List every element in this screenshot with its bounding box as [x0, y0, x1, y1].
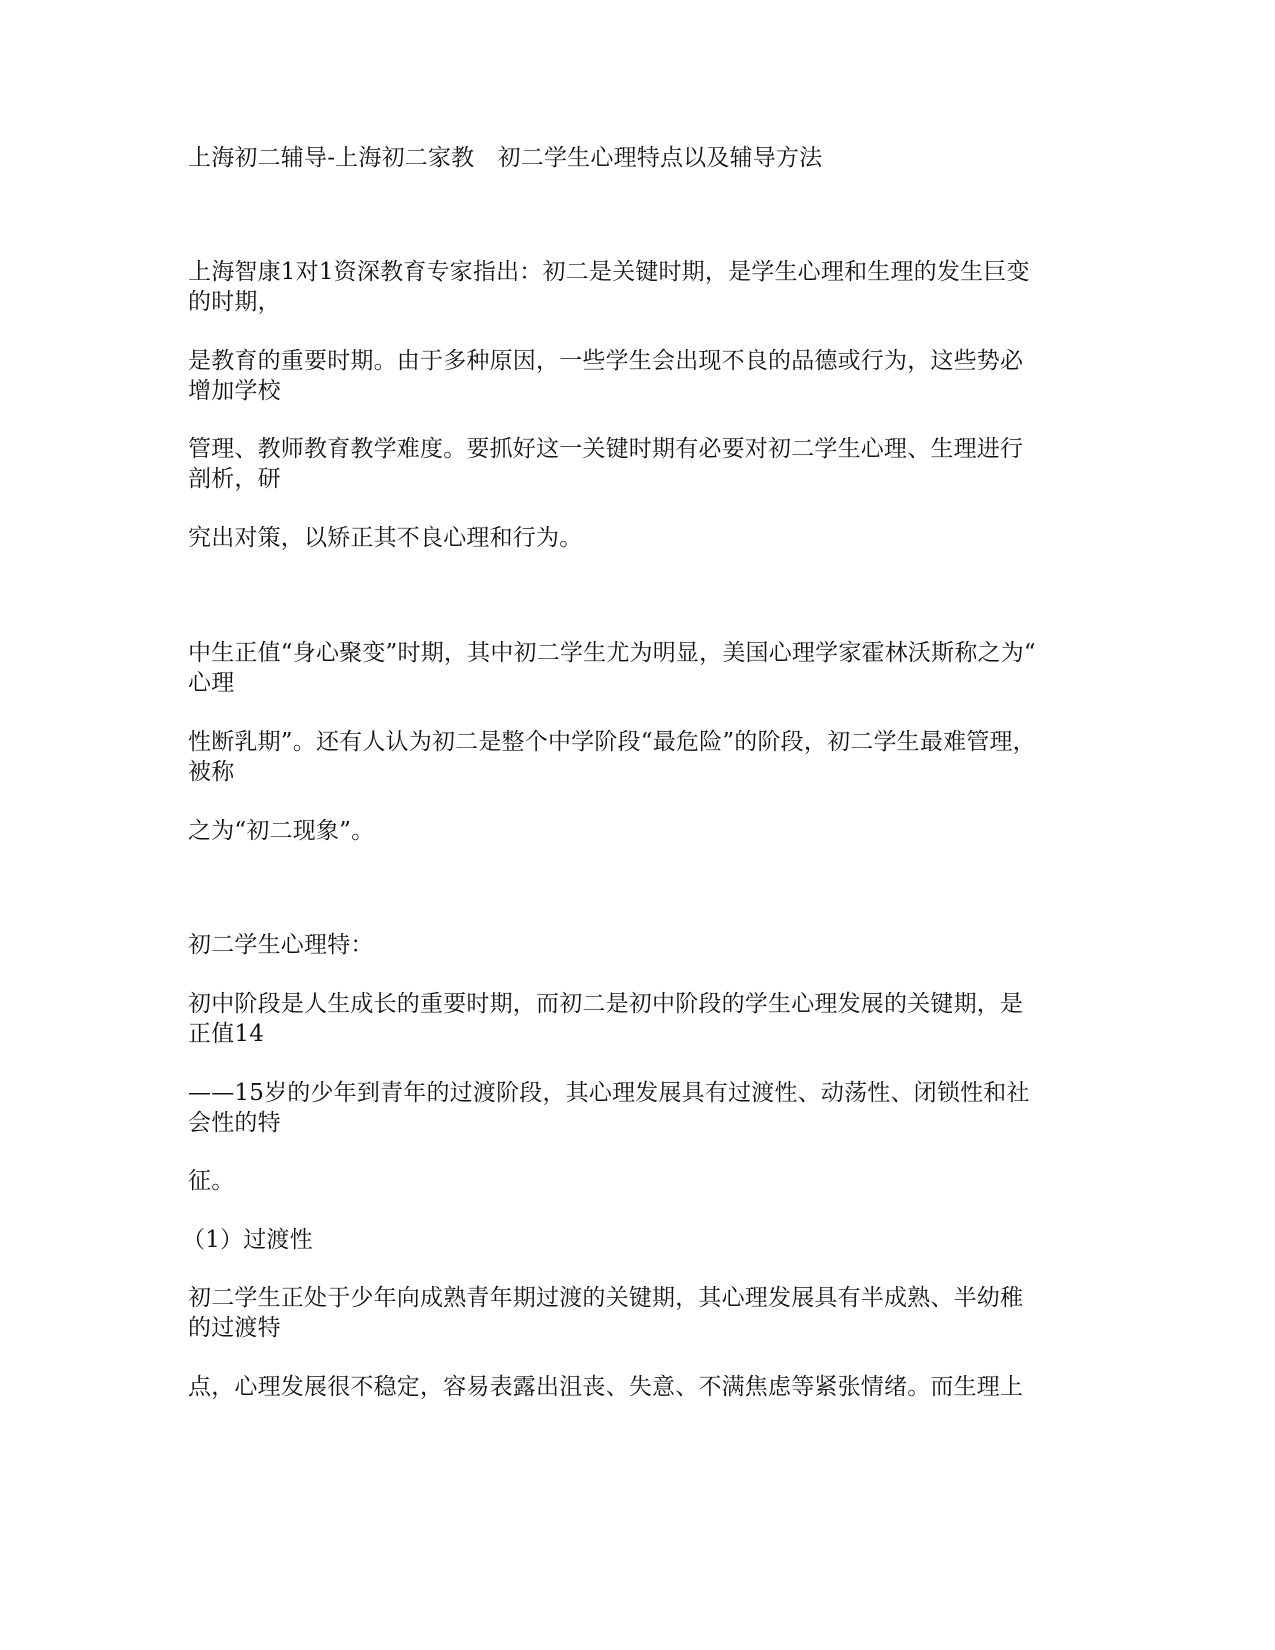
paragraph-line: 管理、教师教育教学难度。要抓好这一关键时期有必要对初二学生心理、生理进行 [188, 436, 1024, 462]
paragraph-line: 增加学校 [188, 378, 281, 404]
paragraph-line: 究出对策，以矫正其不良心理和行为。 [188, 525, 583, 551]
paragraph-line: 征。 [188, 1168, 235, 1194]
paragraph-line: 点，心理发展很不稳定，容易表露出沮丧、失意、不满焦虑等紧张情绪。而生理上 [188, 1374, 1024, 1400]
paragraph-line: 是教育的重要时期。由于多种原因，一些学生会出现不良的品德或行为，这些势必 [188, 348, 1024, 374]
section-heading: 初二学生心理特： [188, 932, 374, 958]
paragraph-line: 的过渡特 [188, 1315, 281, 1341]
paragraph-line: 剖析，研 [188, 466, 281, 492]
paragraph-line: 正值14 [188, 1021, 265, 1047]
paragraph-line: 心理 [188, 670, 235, 696]
paragraph-line: 被称 [188, 759, 235, 785]
paragraph-line: 会性的特 [188, 1110, 281, 1136]
paragraph-line: 性断乳期”。还有人认为初二是整个中学阶段“最危险”的阶段，初二学生最难管理， [188, 729, 1036, 755]
paragraph-line: 的时期， [188, 289, 281, 315]
subsection-heading: （1）过渡性 [182, 1227, 313, 1253]
paragraph-line: 之为“初二现象”。 [188, 818, 375, 844]
paragraph-line: 初中阶段是人生成长的重要时期，而初二是初中阶段的学生心理发展的关键期，是 [188, 991, 1024, 1017]
paragraph-line: 中生正值“身心聚变”时期，其中初二学生尤为明显，美国心理学家霍林沃斯称之为“ [188, 640, 1036, 666]
document-title: 上海初二辅导-上海初二家教 初二学生心理特点以及辅导方法 [188, 145, 823, 171]
paragraph-line: 上海智康1对1资深教育专家指出：初二是关键时期，是学生心理和生理的发生巨变 [188, 259, 1030, 285]
paragraph-line: ——15岁的少年到青年的过渡阶段，其心理发展具有过渡性、动荡性、闭锁性和社 [188, 1080, 1030, 1106]
paragraph-line: 初二学生正处于少年向成熟青年期过渡的关键期，其心理发展具有半成熟、半幼稚 [188, 1285, 1024, 1311]
